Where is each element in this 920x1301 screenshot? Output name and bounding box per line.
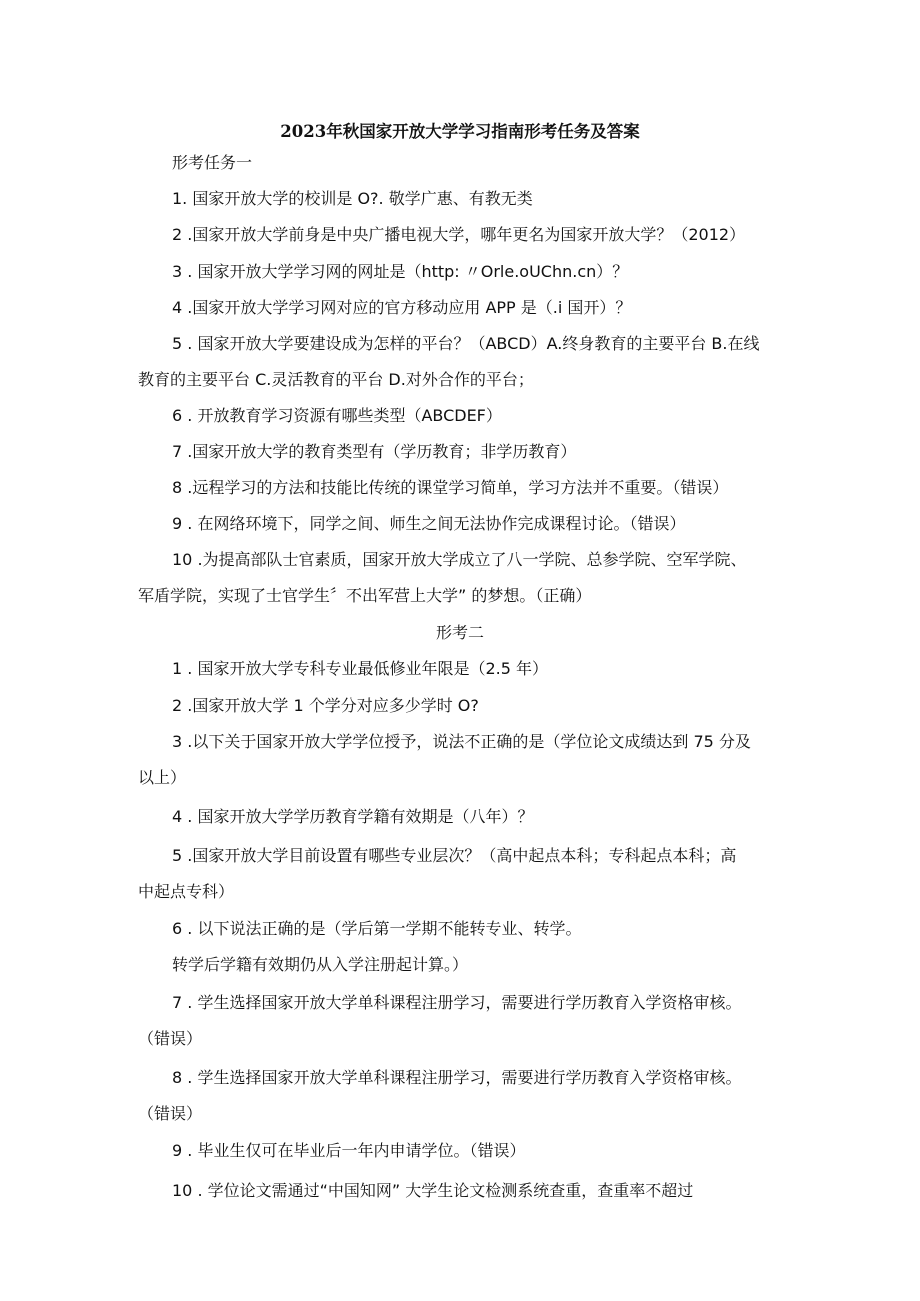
question-line: 3 .以下关于国家开放大学学位授予，说法不正确的是（学位论文成绩达到 75 分及 xyxy=(172,732,751,751)
question-line: 7 .国家开放大学的教育类型有（学历教育；非学历教育） xyxy=(172,442,577,461)
question-line: 8 . 学生选择国家开放大学单科课程注册学习，需要进行学历教育入学资格审核。 xyxy=(172,1068,742,1087)
section-heading-2: 形考二 xyxy=(435,623,484,642)
question-line: 9 . 毕业生仅可在毕业后一年内申请学位。（错误） xyxy=(172,1141,526,1160)
question-line: 3 . 国家开放大学学习网的网址是（http: 〃Orle.oUChn.cn）？ xyxy=(172,262,629,281)
question-line: 6 . 开放教育学习资源有哪些类型（ABCDEF） xyxy=(172,406,502,425)
question-line: 2 .国家开放大学前身是中央广播电视大学，哪年更名为国家开放大学？（2012） xyxy=(172,225,746,244)
question-line-continued: 转学后学籍有效期仍从入学注册起计算。） xyxy=(172,955,469,974)
question-line: 1. 国家开放大学的校训是 O?. 敬学广惠、有教无类 xyxy=(172,189,533,208)
question-line: 10 . 学位论文需通过“中国知网” 大学生论文检测系统查重，查重率不超过 xyxy=(172,1181,694,1200)
question-line-continued: 中起点专科） xyxy=(138,882,235,901)
question-line: 4 .国家开放大学学习网对应的官方移动应用 APP 是（.i 国开）？ xyxy=(172,298,632,317)
question-line: 8 .远程学习的方法和技能比传统的课堂学习简单，学习方法并不重要。（错误） xyxy=(172,478,729,497)
section-heading-1: 形考任务一 xyxy=(172,153,253,172)
question-line: 6 . 以下说法正确的是（学后第一学期不能转专业、转学。 xyxy=(172,919,582,938)
question-line-continued: （错误） xyxy=(138,1029,203,1048)
question-line: 5 . 国家开放大学要建设成为怎样的平台？（ABCD）A.终身教育的主要平台 B.在线 xyxy=(172,334,760,353)
question-line-continued: （错误） xyxy=(138,1104,203,1123)
question-line-continued: 军盾学院，实现了士官学生〞不出军营上大学” 的梦想。（正确） xyxy=(138,586,592,605)
question-line: 5 .国家开放大学目前设置有哪些专业层次？（高中起点本科；专科起点本科；高 xyxy=(172,846,737,865)
question-line: 1 . 国家开放大学专科专业最低修业年限是（2.5 年） xyxy=(172,659,548,678)
question-line: 2 .国家开放大学 1 个学分对应多少学时 O? xyxy=(172,696,479,715)
question-line: 7 . 学生选择国家开放大学单科课程注册学习，需要进行学历教育入学资格审核。 xyxy=(172,993,742,1012)
question-line: 4 . 国家开放大学学历教育学籍有效期是（八年）？ xyxy=(172,807,534,826)
question-line-continued: 教育的主要平台 C.灵活教育的平台 D.对外合作的平台； xyxy=(138,370,534,389)
document-title: 2023年秋国家开放大学学习指南形考任务及答案 xyxy=(280,122,640,141)
question-line: 10 .为提高部队士官素质，国家开放大学成立了八一学院、总参学院、空军学院、 xyxy=(172,550,747,569)
question-line-continued: 以上） xyxy=(138,768,187,787)
question-line: 9 . 在网络环境下，同学之间、师生之间无法协作完成课程讨论。（错误） xyxy=(172,514,686,533)
